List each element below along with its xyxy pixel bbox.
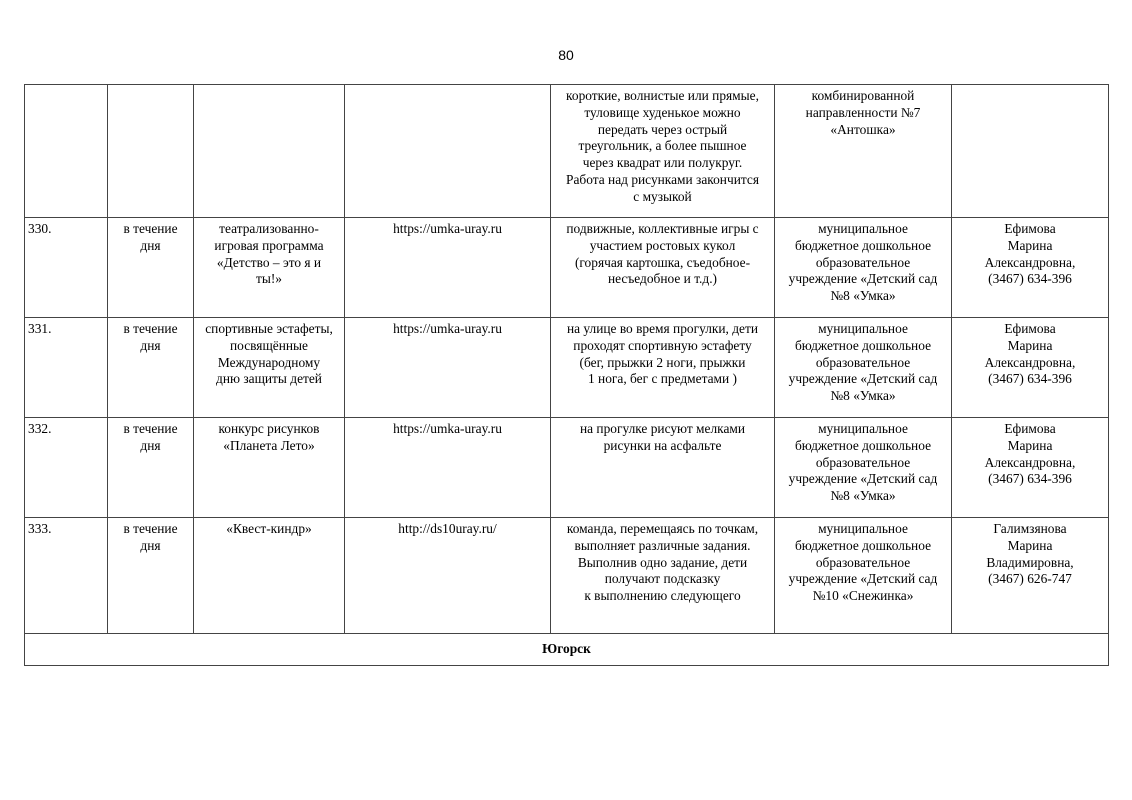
cell-contact	[952, 318, 1109, 418]
text-line: муниципальное	[818, 521, 908, 536]
cell-organizer	[775, 85, 952, 218]
text-line: (3467) 634-396	[988, 471, 1072, 487]
text-line: через квадрат или полукруг.	[582, 155, 743, 171]
text-line: дня	[140, 537, 161, 553]
cell-organizer	[775, 418, 952, 518]
text-line: конкурс рисунков	[218, 421, 320, 436]
text-line: муниципальное	[818, 421, 908, 436]
text-line: (3467) 634-396	[988, 271, 1072, 287]
text-line: (бег, прыжки 2 ноги, прыжки	[579, 354, 746, 370]
text-line: образовательное	[815, 554, 911, 570]
cell-contact	[952, 518, 1109, 634]
text-line: ты!»	[255, 271, 282, 287]
cell-time	[108, 418, 194, 518]
text-line: Работа над рисунками закончится	[566, 171, 759, 187]
text-line: дню защиты детей	[216, 371, 322, 387]
text-line: учреждение «Детский сад	[788, 371, 938, 387]
text-line: в течение	[123, 521, 178, 536]
text-line: Марина	[1007, 537, 1053, 553]
text-line: Александровна,	[984, 254, 1076, 270]
text-line: №8 «Умка»	[830, 388, 896, 404]
text-line: посвящённые	[230, 337, 308, 353]
cell-organizer	[775, 318, 952, 418]
text-line: муниципальное	[818, 321, 908, 336]
text-line: образовательное	[815, 354, 911, 370]
text-line: (3467) 634-396	[988, 371, 1072, 387]
text-line: «Антошка»	[830, 121, 896, 137]
text-line: несъедобное и т.д.)	[607, 271, 718, 287]
cell-time	[108, 218, 194, 318]
cell-link: https://umka-uray.ru	[345, 218, 551, 318]
cell-event	[194, 85, 345, 218]
text-line: Марина	[1007, 337, 1053, 353]
text-line: Александровна,	[984, 354, 1076, 370]
text-line: передать через острый	[597, 121, 728, 137]
text-line: Международному	[217, 354, 321, 370]
text-line: №8 «Умка»	[830, 488, 896, 504]
text-line: короткие, волнистые или прямые,	[566, 88, 759, 103]
cell-num: 332.	[25, 418, 108, 518]
text-line: комбинированной	[811, 88, 915, 103]
cell-link: https://umka-uray.ru	[345, 318, 551, 418]
text-line: Александровна,	[984, 454, 1076, 470]
text-line: туловище худенькое можно	[584, 104, 741, 120]
cell-description	[551, 218, 775, 318]
text-line: дня	[140, 437, 161, 453]
text-line: театрализованно-	[219, 221, 319, 236]
text-line: учреждение «Детский сад	[788, 471, 938, 487]
text-line: получают подсказку	[604, 571, 721, 587]
cell-link: https://umka-uray.ru	[345, 418, 551, 518]
cell-contact	[952, 418, 1109, 518]
text-line: «Детство – это я и	[216, 254, 322, 270]
text-line: бюджетное дошкольное	[794, 237, 932, 253]
text-line: учреждение «Детский сад	[788, 571, 938, 587]
cell-num: 330.	[25, 218, 108, 318]
table-row	[25, 418, 1109, 518]
cell-contact	[952, 85, 1109, 218]
text-line: образовательное	[815, 454, 911, 470]
cell-description	[551, 418, 775, 518]
text-line: на прогулке рисуют мелками	[579, 421, 746, 436]
cell-event	[194, 318, 345, 418]
cell-description	[551, 85, 775, 218]
cell-num	[25, 85, 108, 218]
text-line: бюджетное дошкольное	[794, 537, 932, 553]
text-line: в течение	[123, 221, 178, 236]
text-line: №8 «Умка»	[830, 288, 896, 304]
region-heading-row	[25, 634, 1109, 666]
text-line: выполняет различные задания.	[574, 537, 751, 553]
text-line: (горячая картошка, съедобное-	[574, 254, 751, 270]
text-line: бюджетное дошкольное	[794, 337, 932, 353]
cell-time	[108, 85, 194, 218]
text-line: в течение	[123, 321, 178, 336]
cell-description	[551, 318, 775, 418]
cell-contact	[952, 218, 1109, 318]
text-line: участием ростовых кукол	[589, 237, 736, 253]
region-heading: Югорск	[25, 634, 1109, 666]
text-line: на улице во время прогулки, дети	[566, 321, 759, 336]
cell-organizer	[775, 218, 952, 318]
table-row	[25, 318, 1109, 418]
text-line: Владимировна,	[986, 554, 1074, 570]
text-line: в течение	[123, 421, 178, 436]
text-line: команда, перемещаясь по точкам,	[566, 521, 759, 536]
text-line: Марина	[1007, 237, 1053, 253]
text-line: направленности №7	[805, 104, 921, 120]
cell-description	[551, 518, 775, 634]
text-line: образовательное	[815, 254, 911, 270]
cell-time	[108, 318, 194, 418]
text-line: подвижные, коллективные игры с	[566, 221, 759, 236]
cell-link: http://ds10uray.ru/	[345, 518, 551, 634]
text-line: Выполнив одно задание, дети	[577, 554, 748, 570]
page-number: 80	[558, 47, 574, 63]
table-row-continuation	[25, 85, 1109, 218]
cell-num: 333.	[25, 518, 108, 634]
events-table	[24, 84, 1109, 666]
text-line: треугольник, а более пышное	[578, 138, 747, 154]
text-line: Галимзянова	[993, 521, 1067, 536]
cell-time	[108, 518, 194, 634]
text-line: (3467) 626-747	[988, 571, 1072, 587]
text-line: муниципальное	[818, 221, 908, 236]
cell-event	[194, 518, 345, 634]
text-line: Ефимова	[1004, 221, 1056, 236]
text-line: спортивные эстафеты,	[205, 321, 333, 336]
text-line: дня	[140, 337, 161, 353]
cell-event	[194, 418, 345, 518]
cell-num: 331.	[25, 318, 108, 418]
cell-organizer	[775, 518, 952, 634]
text-line: игровая программа	[214, 237, 324, 253]
cell-link	[345, 85, 551, 218]
text-line: бюджетное дошкольное	[794, 437, 932, 453]
text-line: Ефимова	[1004, 421, 1056, 436]
text-line: 1 нога, бег с предметами )	[587, 371, 737, 387]
text-line: к выполнению следующего	[584, 588, 741, 604]
table-row	[25, 518, 1109, 634]
text-line: учреждение «Детский сад	[788, 271, 938, 287]
text-line: Ефимова	[1004, 321, 1056, 336]
text-line: с музыкой	[633, 188, 692, 204]
cell-event	[194, 218, 345, 318]
text-line: проходят спортивную эстафету	[573, 337, 752, 353]
text-line: Марина	[1007, 437, 1053, 453]
table-row	[25, 218, 1109, 318]
text-line: «Планета Лето»	[223, 437, 315, 453]
text-line: №10 «Снежинка»	[812, 588, 914, 604]
text-line: рисунки на асфальте	[603, 437, 722, 453]
text-line: «Квест-киндр»	[226, 521, 312, 536]
text-line: дня	[140, 237, 161, 253]
